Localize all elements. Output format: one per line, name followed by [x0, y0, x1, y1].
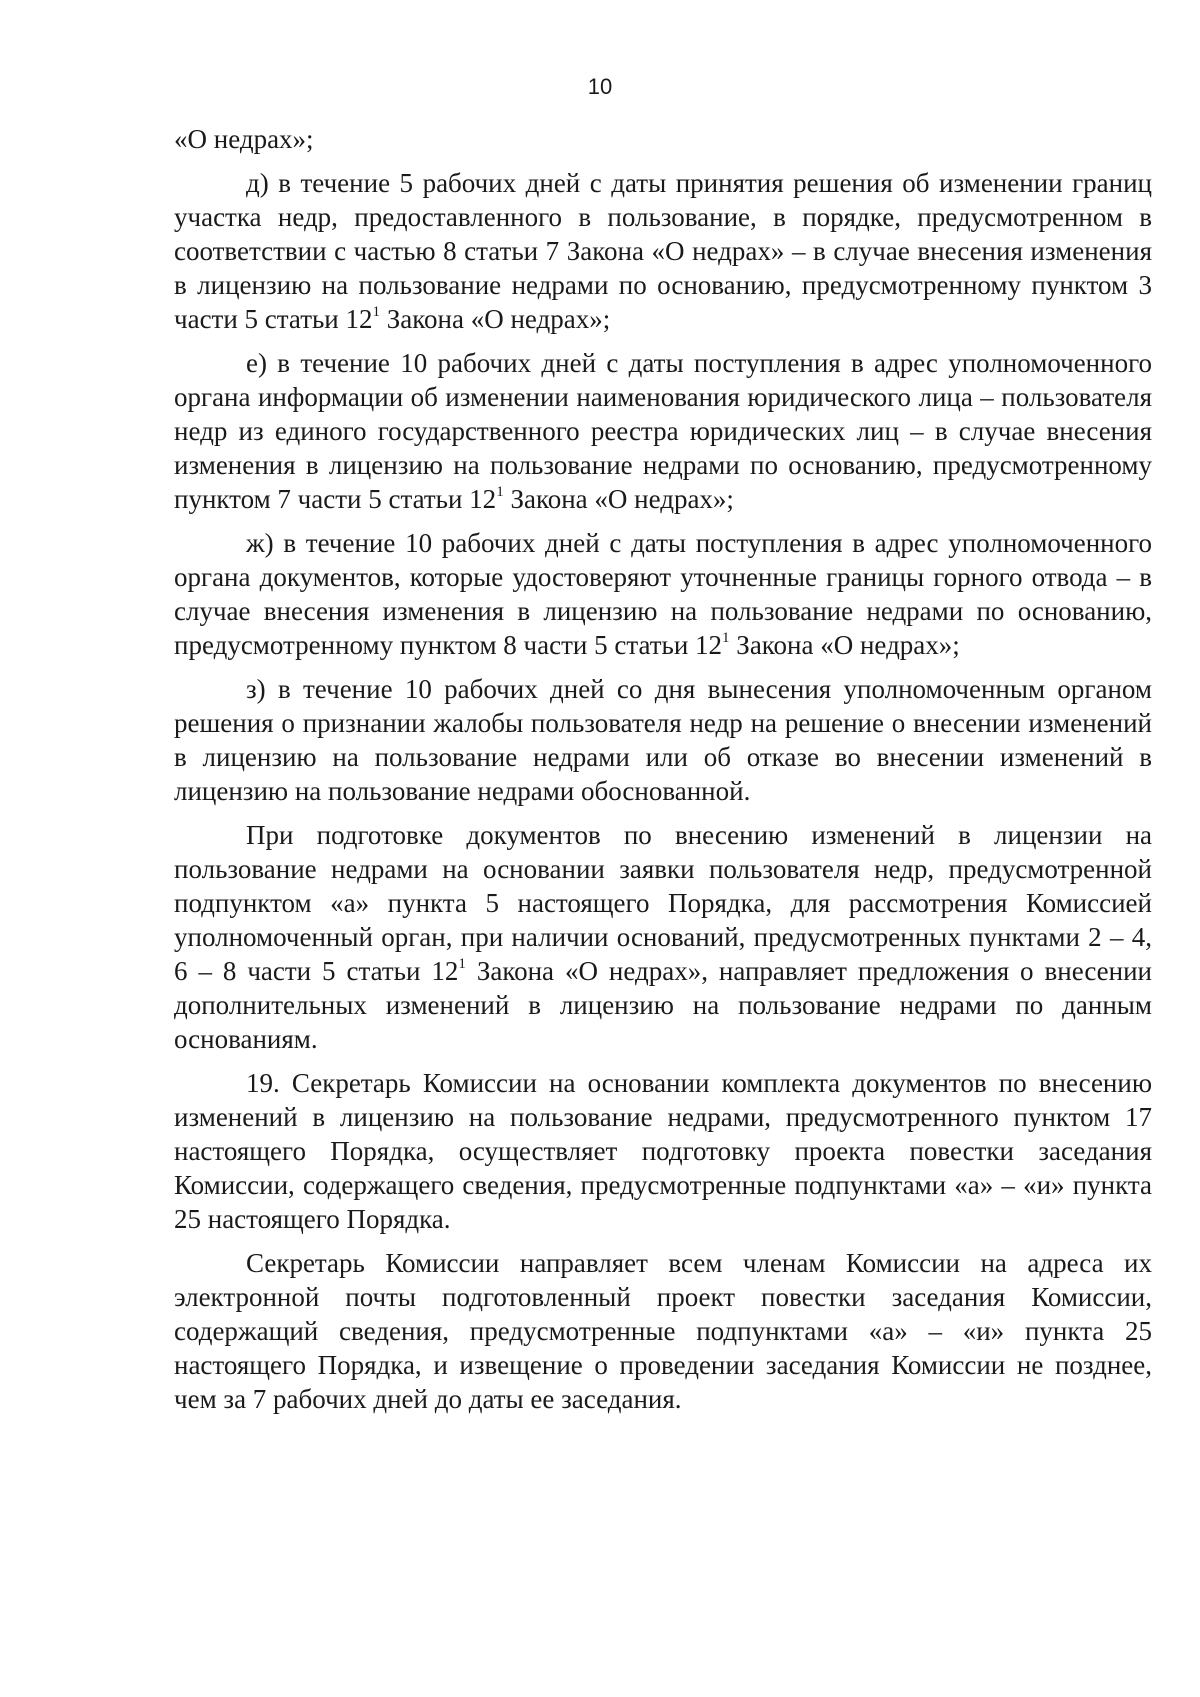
paragraph-item-d: д) в течение 5 рабочих дней с даты принятия решения об изменении границ участка недр, предоставленного в пользование, в порядке, предусмотренном в соответствии с частью 8 статьи 7 Закона «О недрах» – в случае внесения изменения в лицензию на пользование недрами по основанию, предусмотренному пунктом 3 части 5 статьи $12^1$ Закона «О недрах»;: [174, 168, 1152, 334]
paragraph-item-zh: ж) в течение 10 рабочих дней с даты поступления в адрес уполномоченного органа документов, которые удостоверяют уточненные границы горного отвода – в случае внесения изменения в лицензию на пользование недрами по основанию, предусмотренному пунктом 8 части 5 статьи $12^1$ Закона «О недрах»;: [174, 528, 1152, 660]
paragraph-item-e: е) в течение 10 рабочих дней с даты поступления в адрес уполномоченного органа информации об изменении наименования юридического лица – пользователя недр из единого государственного реестра юридических лиц – в случае внесения изменения в лицензию на пользование недрами по основанию, предусмотренному пунктом 7 части 5 статьи $12^1$ Закона «О недрах»;: [174, 348, 1152, 514]
paragraph-secretary-notice: Секретарь Комиссии направляет всем членам Комиссии на адреса их электронной почты подготовленный проект повестки заседания Комиссии, содержащий сведения, предусмотренные подпунктами «а» – «и» пункта 25 настоящего Порядка, и извещение о проведении заседания Комиссии не позднее, чем за 7 рабочих дней до даты ее заседания.: [174, 1248, 1152, 1414]
paragraph-clause-19: 19. Секретарь Комиссии на основании комплекта документов по внесению изменений в лицензию на пользование недрами, предусмотренного пунктом 17 настоящего Порядка, осуществляет подготовку проекта повестки заседания Комиссии, содержащего сведения, предусмотренные подпунктами «а» – «и» пункта 25 настоящего Порядка.: [174, 1068, 1152, 1234]
paragraph-continuation: «О недрах»;: [174, 124, 314, 154]
document-body: [174, 122, 1152, 1426]
paragraph-preparation-note: При подготовке документов по внесению изменений в лицензии на пользование недрами на основании заявки пользователя недр, предусмотренной подпунктом «а» пункта 5 настоящего Порядка, для рассмотрения Комиссией уполномоченный орган, при наличии оснований, предусмотренных пунктами 2 – 4, 6 – 8 части 5 статьи $12^1$ Закона «О недрах», направляет предложения о внесении дополнительных изменений в лицензию на пользование недрами по данным основаниям.: [174, 820, 1152, 1054]
paragraph-item-z: з) в течение 10 рабочих дней со дня вынесения уполномоченным органом решения о признании жалобы пользователя недр на решение о внесении изменений в лицензию на пользование недрами или об отказе во внесении изменений в лицензию на пользование недрами обоснованной.: [174, 674, 1152, 806]
page-number: 10: [587, 74, 613, 99]
